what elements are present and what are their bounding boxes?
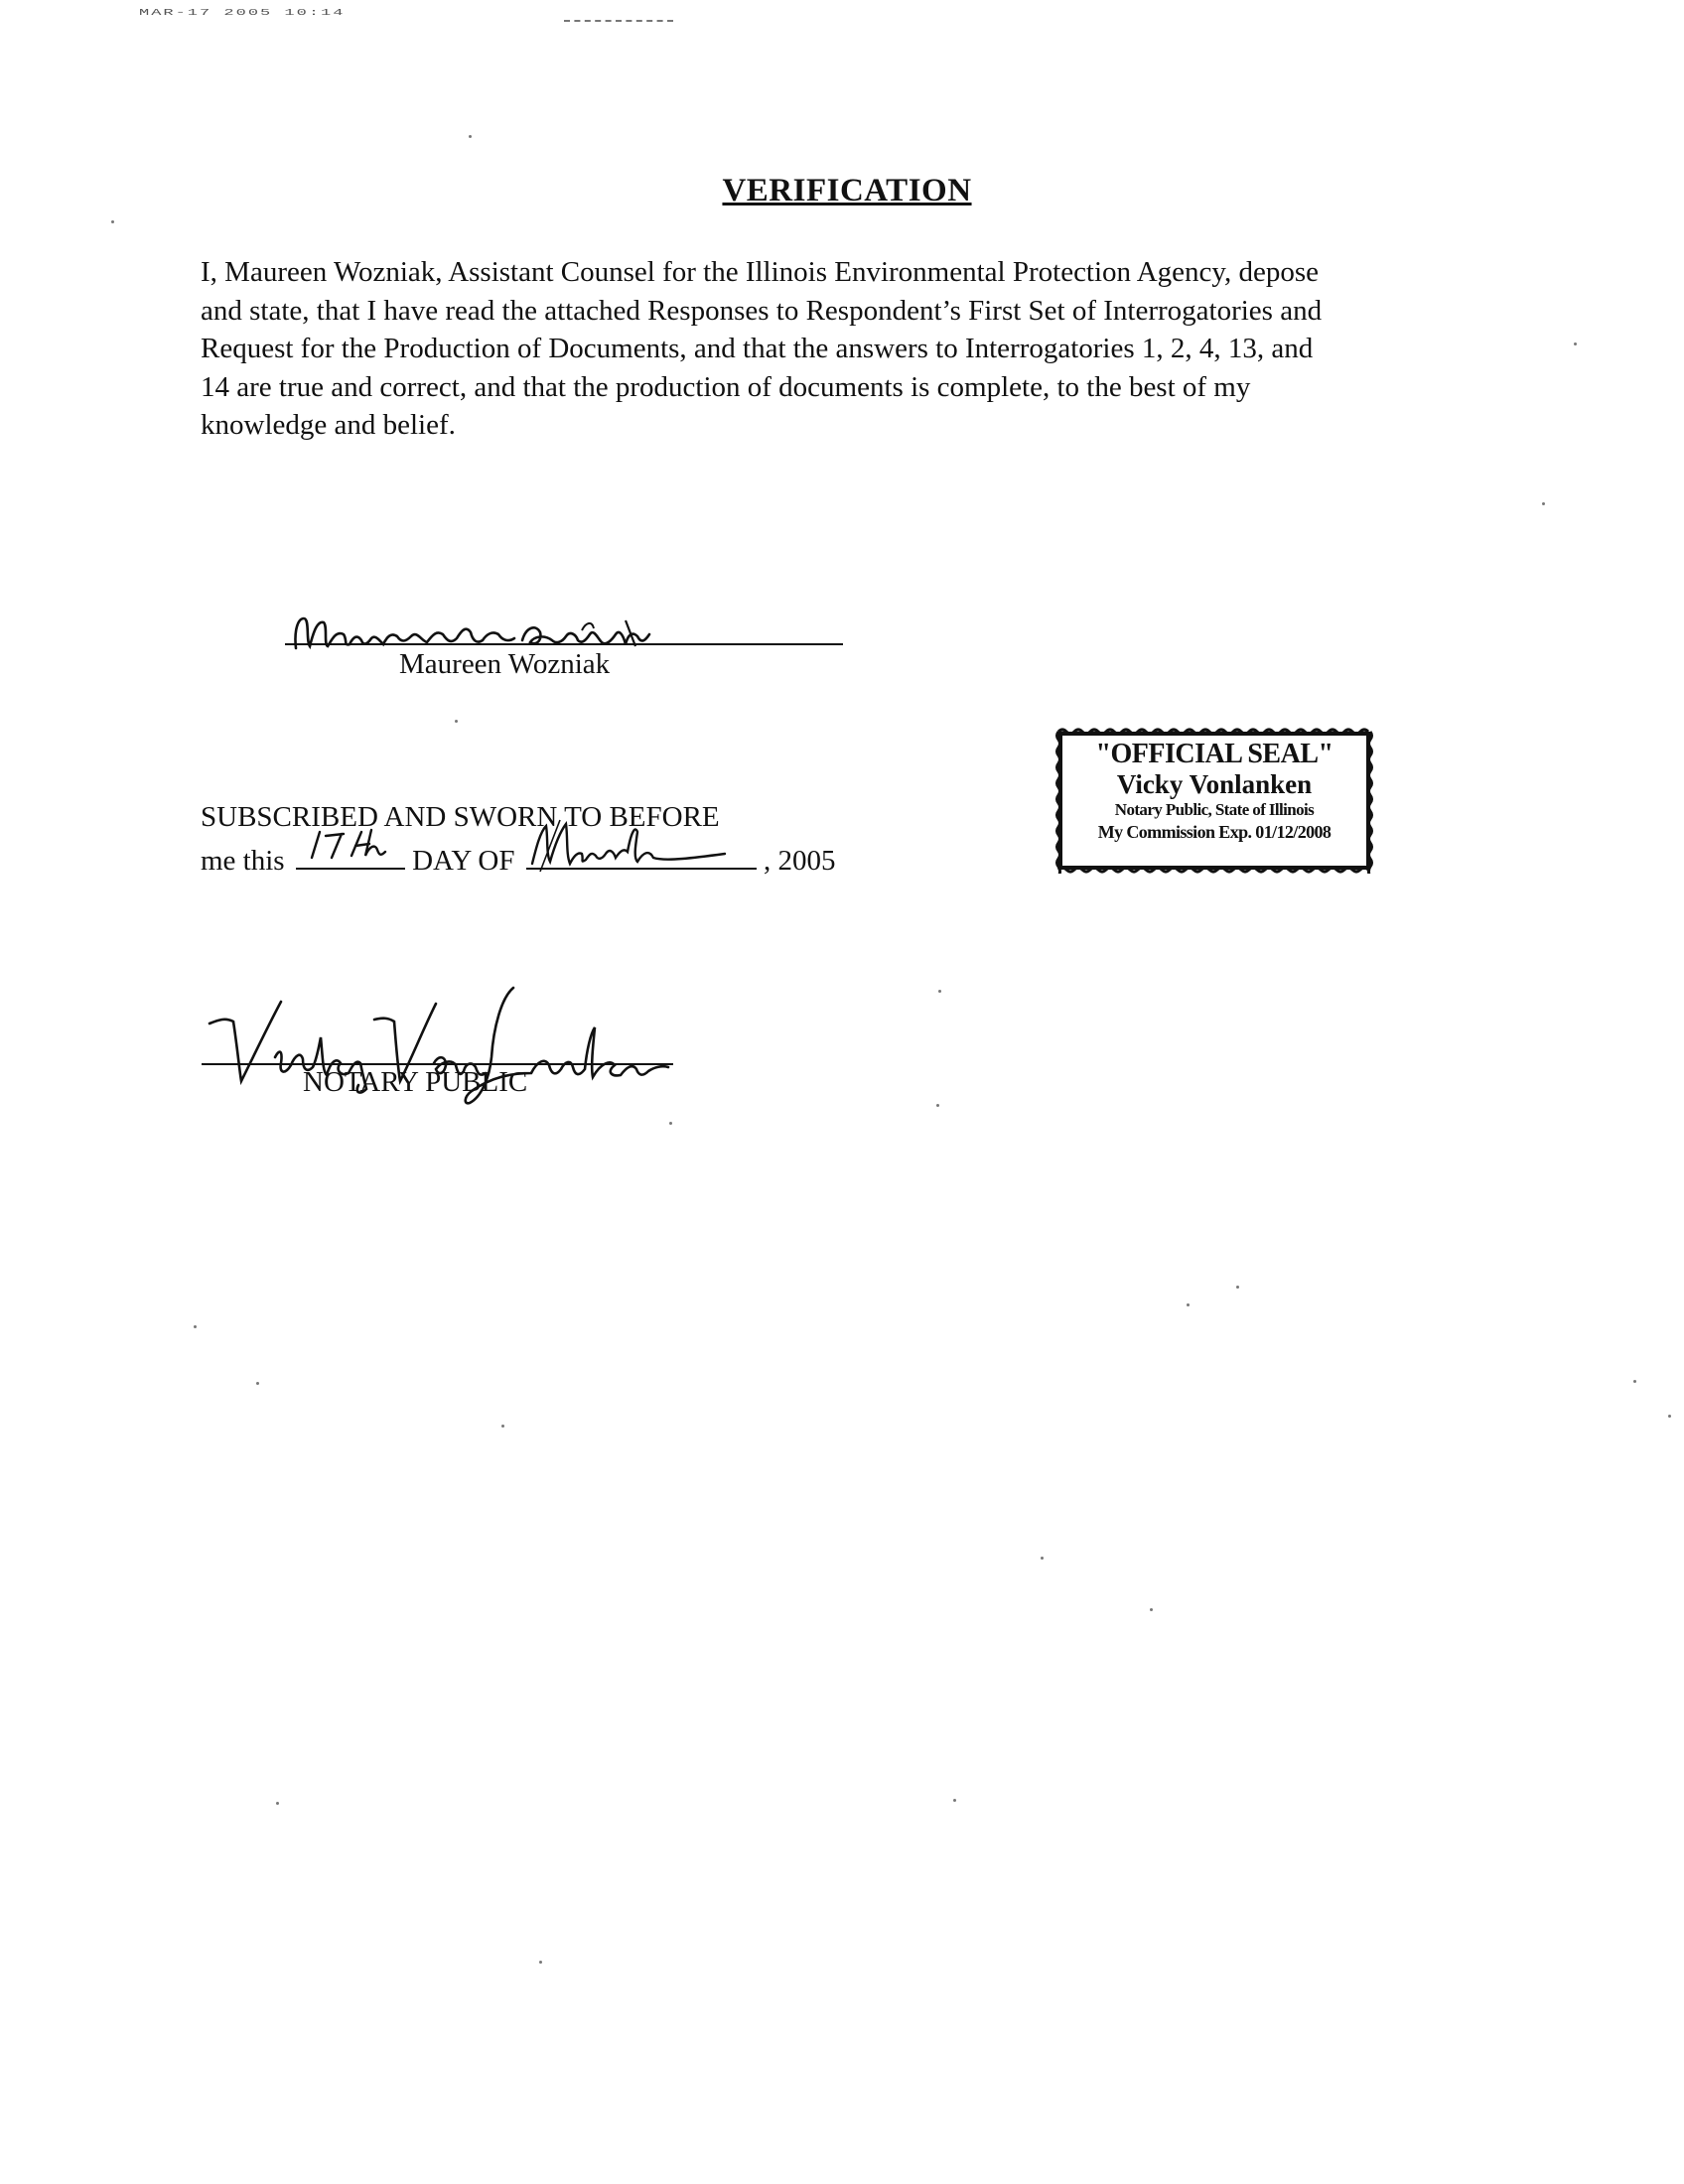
seal-text <box>1054 740 1374 843</box>
day-blank <box>296 838 405 870</box>
scan-speck <box>1236 1286 1239 1289</box>
me-this-label: me this <box>201 845 285 877</box>
verification-paragraph <box>201 253 1491 445</box>
title-text: VERIFICATION <box>722 173 972 208</box>
scan-speck <box>539 1961 542 1964</box>
month-handwriting <box>526 818 757 874</box>
body-line: 14 are true and correct, and that the production of documents is complete, to the best of my <box>201 370 1251 403</box>
month-blank <box>526 838 757 870</box>
seal-title: "OFFICIAL SEAL" <box>1095 739 1333 769</box>
jurat <box>201 797 836 879</box>
scan-speck <box>936 1104 939 1107</box>
document-title <box>0 173 1684 209</box>
day-handwriting <box>296 826 405 866</box>
jurat-line-2 <box>201 838 836 879</box>
body-line: knowledge and belief. <box>201 409 456 441</box>
scan-speck <box>1574 342 1577 345</box>
official-seal-stamp <box>1054 728 1374 874</box>
scan-speck <box>1150 1608 1153 1611</box>
body-line: Request for the Production of Documents, and that the answers to Interrogatories 1, 2, 4, 13, and <box>201 333 1314 364</box>
seal-commission-exp: My Commission Exp. 01/12/2008 <box>1097 822 1332 842</box>
day-of-label: DAY OF <box>412 845 515 877</box>
scan-speck <box>1041 1557 1044 1560</box>
scan-speck <box>276 1802 279 1805</box>
year-text: , 2005 <box>764 845 836 877</box>
scan-speck <box>455 720 458 723</box>
jurat-subscribed-text: SUBSCRIBED AND SWORN TO BEFORE <box>201 801 720 833</box>
scan-speck <box>194 1325 197 1328</box>
scan-speck <box>953 1799 956 1802</box>
notary-signature-line <box>202 1063 673 1065</box>
scan-speck <box>1542 502 1545 505</box>
scan-speck <box>1668 1415 1671 1418</box>
scan-speck <box>1633 1380 1636 1383</box>
scan-speck <box>469 135 472 138</box>
scan-speck <box>256 1382 259 1385</box>
fax-header-dashes <box>564 20 673 24</box>
seal-notary-name: Vicky Vonlanken <box>1116 769 1313 799</box>
affiant-signature-line <box>285 643 843 645</box>
scan-speck <box>938 990 941 993</box>
fax-header: MAR-17 2005 10:14 <box>139 8 346 19</box>
body-line: and state, that I have read the attached Responses to Respondent’s First Set of Interrogatories and <box>201 294 1323 327</box>
scan-speck <box>669 1122 672 1125</box>
notary-caption: NOTARY PUBLIC <box>303 1066 528 1098</box>
affiant-name: Maureen Wozniak <box>399 648 611 680</box>
scan-speck <box>111 220 114 223</box>
scan-speck <box>1187 1303 1190 1306</box>
scan-speck <box>501 1425 504 1428</box>
seal-notary-state: Notary Public, State of Illinois <box>1114 800 1315 819</box>
body-line: I, Maureen Wozniak, Assistant Counsel for the Illinois Environmental Protection Agency, depose <box>201 256 1320 288</box>
